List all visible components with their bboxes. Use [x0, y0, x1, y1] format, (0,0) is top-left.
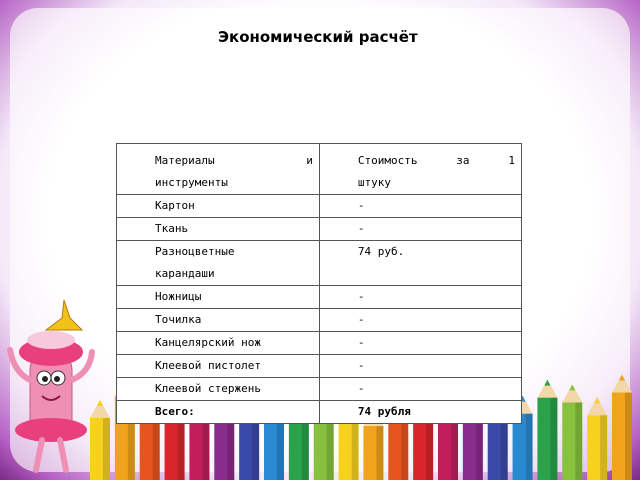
cost-cell: - [319, 286, 521, 309]
item-cell: Ткань [117, 218, 320, 241]
item-cell: Точилка [117, 309, 320, 332]
cost-cell: - [319, 195, 521, 218]
header-cost-word1: Стоимость [357, 154, 418, 167]
header-materials [117, 144, 320, 195]
page-title: Экономический расчёт [218, 28, 418, 46]
table-row [117, 286, 522, 309]
table-row [117, 332, 522, 355]
table-total-row [117, 401, 522, 424]
table-row [117, 355, 522, 378]
table-row [117, 241, 522, 286]
cost-cell: - [319, 378, 521, 401]
total-label: Всего: [117, 401, 320, 424]
table-row [117, 378, 522, 401]
item-cell: Клеевой стержень [117, 378, 320, 401]
cost-table [116, 143, 522, 424]
header-cost [319, 144, 521, 195]
table-row [117, 309, 522, 332]
item-cell: Клеевой пистолет [117, 355, 320, 378]
cost-cell: - [319, 332, 521, 355]
table-header-row [117, 144, 522, 195]
item-cell [117, 241, 320, 286]
item-cell: Картон [117, 195, 320, 218]
item-cell-line2: карандаши [155, 267, 215, 280]
header-cost-word3: 1 [508, 154, 515, 167]
table-row [117, 195, 522, 218]
item-cell: Ножницы [117, 286, 320, 309]
cost-cell: - [319, 218, 521, 241]
item-cell-line1: Разноцветные [155, 245, 235, 258]
cost-cell: - [319, 309, 521, 332]
total-value: 74 рубля [319, 401, 521, 424]
item-cell: Канцелярский нож [117, 332, 320, 355]
cost-cell: - [319, 355, 521, 378]
header-materials-word2: и [306, 154, 313, 167]
table-row [117, 218, 522, 241]
header-cost-word2: за [456, 154, 470, 167]
header-cost-line2: штуку [357, 176, 391, 189]
header-materials-word1: Материалы [155, 154, 215, 167]
header-materials-line2: инструменты [155, 176, 228, 189]
cost-cell: 74 руб. [319, 241, 521, 286]
